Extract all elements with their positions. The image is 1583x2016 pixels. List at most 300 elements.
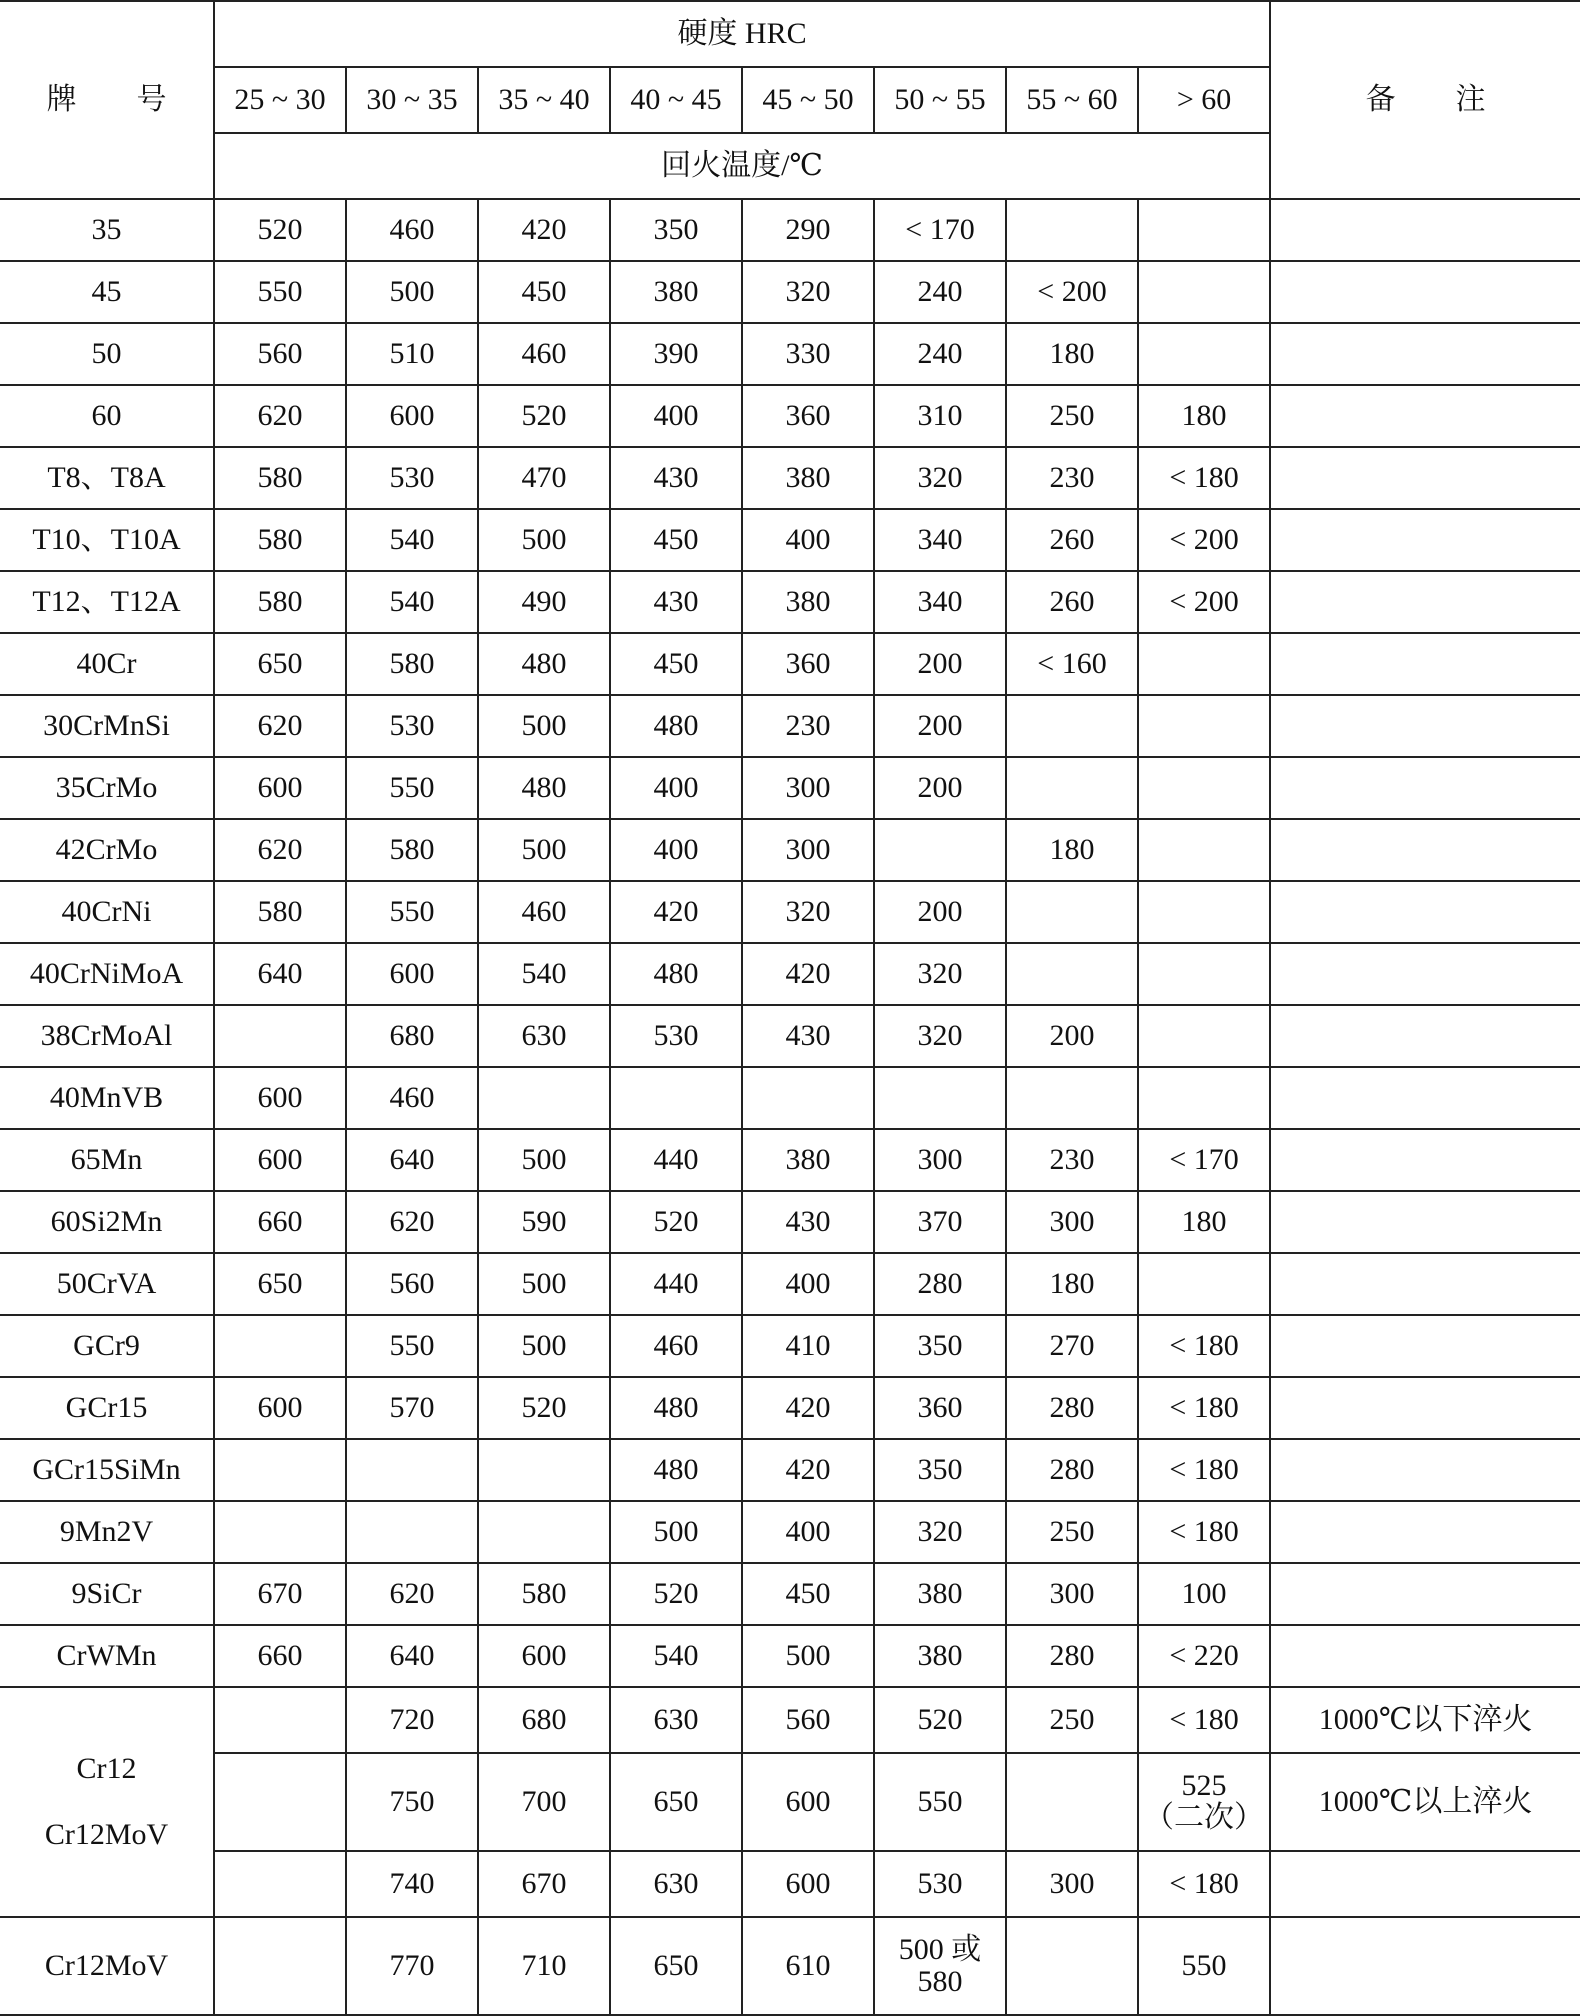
table-row — [0, 1687, 1580, 1753]
value-cell — [346, 1439, 478, 1501]
value-cell — [1138, 1753, 1270, 1851]
table-row — [0, 261, 1580, 323]
value-cell: < 180 — [1138, 1439, 1270, 1501]
value-cell: 520 — [610, 1191, 742, 1253]
remark-cell — [1270, 1315, 1580, 1377]
value-cell: 360 — [742, 385, 874, 447]
value-cell: 320 — [874, 943, 1006, 1005]
value-cell: 530 — [346, 447, 478, 509]
remark-cell — [1270, 943, 1580, 1005]
value-cell: 370 — [874, 1191, 1006, 1253]
value-cell: < 180 — [1138, 1687, 1270, 1753]
value-cell: 520 — [478, 1377, 610, 1439]
value-cell: 630 — [610, 1687, 742, 1753]
value-cell: 200 — [874, 757, 1006, 819]
value-cell: 650 — [610, 1753, 742, 1851]
value-cell: < 200 — [1138, 509, 1270, 571]
value-cell: 580 — [346, 819, 478, 881]
brand-cell: 9SiCr — [0, 1563, 214, 1625]
value-cell — [610, 1067, 742, 1129]
value-cell: 710 — [478, 1917, 610, 2015]
value-cell: 380 — [874, 1625, 1006, 1687]
value-cell: 350 — [610, 199, 742, 261]
value-cell: < 160 — [1006, 633, 1138, 695]
value-cell — [1138, 261, 1270, 323]
value-cell: 590 — [478, 1191, 610, 1253]
value-cell: 260 — [1006, 571, 1138, 633]
value-cell: 420 — [478, 199, 610, 261]
value-cell: 300 — [1006, 1563, 1138, 1625]
remark-cell — [1270, 695, 1580, 757]
table-row — [0, 1253, 1580, 1315]
value-cell: 380 — [742, 447, 874, 509]
value-cell: 180 — [1006, 819, 1138, 881]
value-cell — [1006, 943, 1138, 1005]
value-cell: 400 — [610, 757, 742, 819]
remark-cell — [1270, 509, 1580, 571]
value-cell: 240 — [874, 261, 1006, 323]
remark-cell — [1270, 819, 1580, 881]
value-cell: 680 — [478, 1687, 610, 1753]
remark-header: 备 注 — [1270, 1, 1580, 199]
range-header: 45 ~ 50 — [742, 67, 874, 133]
value-cell: 600 — [478, 1625, 610, 1687]
value-cell: 550 — [346, 881, 478, 943]
brand-cell: 65Mn — [0, 1129, 214, 1191]
value-cell — [214, 1315, 346, 1377]
value-cell: 640 — [346, 1129, 478, 1191]
value-cell: 630 — [610, 1851, 742, 1917]
table-row — [0, 1377, 1580, 1439]
remark-cell — [1270, 385, 1580, 447]
value-cell: 500 — [610, 1501, 742, 1563]
value-cell — [1138, 757, 1270, 819]
table-row — [0, 199, 1580, 261]
brand-cell: GCr9 — [0, 1315, 214, 1377]
value-cell — [214, 1753, 346, 1851]
value-cell: 420 — [742, 1439, 874, 1501]
table-row — [0, 1129, 1580, 1191]
value-cell: 400 — [610, 385, 742, 447]
value-cell: 460 — [478, 323, 610, 385]
value-cell — [346, 1501, 478, 1563]
cr12-group — [0, 1687, 1580, 2015]
value-cell: 550 — [346, 1315, 478, 1377]
value-cell: 510 — [346, 323, 478, 385]
value-cell: 440 — [610, 1253, 742, 1315]
value-cell: 450 — [478, 261, 610, 323]
value-cell: 460 — [346, 199, 478, 261]
remark-cell — [1270, 1129, 1580, 1191]
value-cell: 430 — [742, 1191, 874, 1253]
value-cell: < 170 — [874, 199, 1006, 261]
table-row — [0, 695, 1580, 757]
table-row — [0, 1851, 1580, 1917]
table-row — [0, 757, 1580, 819]
value-cell: < 200 — [1006, 261, 1138, 323]
value-cell: 300 — [1006, 1191, 1138, 1253]
value-cell: < 170 — [1138, 1129, 1270, 1191]
value-cell — [1138, 1005, 1270, 1067]
brand-cell: T10、T10A — [0, 509, 214, 571]
table-row — [0, 1917, 1580, 2015]
value-cell: 100 — [1138, 1563, 1270, 1625]
value-cell: 200 — [874, 695, 1006, 757]
brand-cell: 40CrNi — [0, 881, 214, 943]
value-cell — [214, 1005, 346, 1067]
value-cell: 670 — [478, 1851, 610, 1917]
value-cell: 500 — [478, 819, 610, 881]
value-cell: 320 — [874, 1005, 1006, 1067]
value-cell: 400 — [742, 1501, 874, 1563]
temper-temperature-header: 回火温度/℃ — [214, 133, 1270, 199]
value-cell: 260 — [1006, 509, 1138, 571]
remark-cell — [1270, 1377, 1580, 1439]
value-cell: 450 — [742, 1563, 874, 1625]
value-cell: 600 — [346, 943, 478, 1005]
value-cell: 280 — [1006, 1625, 1138, 1687]
value-cell: 480 — [478, 633, 610, 695]
table-row — [0, 323, 1580, 385]
value-line: （二次） — [1144, 1801, 1265, 1834]
value-cell: 600 — [214, 1377, 346, 1439]
value-cell: 200 — [1006, 1005, 1138, 1067]
brand-header: 牌 号 — [0, 1, 214, 199]
table-row — [0, 447, 1580, 509]
value-cell: 420 — [742, 1377, 874, 1439]
table-row — [0, 1501, 1580, 1563]
value-cell: 580 — [214, 509, 346, 571]
value-cell — [214, 1687, 346, 1753]
value-cell: 410 — [742, 1315, 874, 1377]
value-cell: 660 — [214, 1191, 346, 1253]
value-cell: 230 — [1006, 447, 1138, 509]
value-cell: 600 — [214, 1067, 346, 1129]
value-cell: 620 — [214, 695, 346, 757]
brand-line: Cr12MoV — [44, 1818, 169, 1851]
value-cell: 620 — [346, 1191, 478, 1253]
value-cell: 530 — [874, 1851, 1006, 1917]
value-cell: 250 — [1006, 1501, 1138, 1563]
value-cell: 570 — [346, 1377, 478, 1439]
value-cell: 580 — [214, 447, 346, 509]
value-cell: 300 — [742, 757, 874, 819]
table-row — [0, 1753, 1580, 1851]
value-cell: 320 — [874, 447, 1006, 509]
value-cell: < 180 — [1138, 1377, 1270, 1439]
brand-cell: 60Si2Mn — [0, 1191, 214, 1253]
brand-cell: 40CrNiMoA — [0, 943, 214, 1005]
brand-cell: CrWMn — [0, 1625, 214, 1687]
remark-cell — [1270, 1191, 1580, 1253]
value-cell: 340 — [874, 571, 1006, 633]
value-cell: 480 — [610, 1439, 742, 1501]
value-cell: 520 — [874, 1687, 1006, 1753]
value-cell: 600 — [214, 1129, 346, 1191]
remark-cell — [1270, 199, 1580, 261]
header-row-1 — [0, 1, 1580, 67]
value-cell: 280 — [1006, 1439, 1138, 1501]
range-header: 30 ~ 35 — [346, 67, 478, 133]
value-cell: 360 — [874, 1377, 1006, 1439]
brand-cell: GCr15 — [0, 1377, 214, 1439]
remark-cell: 1000℃以上淬火 — [1270, 1753, 1580, 1851]
value-cell: 600 — [214, 757, 346, 819]
remark-cell — [1270, 1563, 1580, 1625]
value-cell — [1006, 199, 1138, 261]
value-cell: 320 — [742, 881, 874, 943]
value-cell — [1006, 757, 1138, 819]
value-cell: 430 — [610, 571, 742, 633]
table-row — [0, 1005, 1580, 1067]
value-cell: 380 — [742, 571, 874, 633]
value-cell: 560 — [214, 323, 346, 385]
value-cell: 580 — [478, 1563, 610, 1625]
value-cell: 420 — [742, 943, 874, 1005]
value-cell: 600 — [742, 1753, 874, 1851]
table-row — [0, 1191, 1580, 1253]
table-row — [0, 881, 1580, 943]
value-cell: 630 — [478, 1005, 610, 1067]
value-cell — [478, 1501, 610, 1563]
value-cell: < 180 — [1138, 1851, 1270, 1917]
value-cell: < 220 — [1138, 1625, 1270, 1687]
remark-cell — [1270, 571, 1580, 633]
value-cell: 480 — [610, 695, 742, 757]
value-cell: 640 — [214, 943, 346, 1005]
table-row — [0, 1315, 1580, 1377]
value-cell: 540 — [610, 1625, 742, 1687]
value-cell — [1138, 1253, 1270, 1315]
value-cell: 550 — [874, 1753, 1006, 1851]
brand-cell: 40MnVB — [0, 1067, 214, 1129]
value-cell: 380 — [874, 1563, 1006, 1625]
remark-cell — [1270, 1067, 1580, 1129]
value-cell — [1006, 1753, 1138, 1851]
table-row — [0, 633, 1580, 695]
value-cell: 600 — [346, 385, 478, 447]
brand-cell: 42CrMo — [0, 819, 214, 881]
value-cell: 280 — [1006, 1377, 1138, 1439]
value-cell: 530 — [610, 1005, 742, 1067]
brand-cell: 35 — [0, 199, 214, 261]
value-cell: < 180 — [1138, 1315, 1270, 1377]
value-cell: 300 — [1006, 1851, 1138, 1917]
value-cell — [1138, 881, 1270, 943]
range-header: 35 ~ 40 — [478, 67, 610, 133]
brand-cell: T12、T12A — [0, 571, 214, 633]
value-cell: 400 — [742, 509, 874, 571]
value-cell: 600 — [742, 1851, 874, 1917]
value-cell: 640 — [346, 1625, 478, 1687]
value-cell — [1006, 1067, 1138, 1129]
value-cell: 390 — [610, 323, 742, 385]
value-cell: 560 — [742, 1687, 874, 1753]
remark-cell — [1270, 1253, 1580, 1315]
table-row — [0, 819, 1580, 881]
brand-cell: 50 — [0, 323, 214, 385]
value-line: 500 或 — [898, 1932, 982, 1966]
value-cell — [1138, 633, 1270, 695]
value-cell: 380 — [610, 261, 742, 323]
brand-cell: 9Mn2V — [0, 1501, 214, 1563]
value-cell: 750 — [346, 1753, 478, 1851]
remark-cell — [1270, 447, 1580, 509]
remark-cell — [1270, 633, 1580, 695]
value-cell: 300 — [742, 819, 874, 881]
remark-cell: 1000℃以下淬火 — [1270, 1687, 1580, 1753]
value-cell — [1138, 323, 1270, 385]
brand-cell: GCr15SiMn — [0, 1439, 214, 1501]
value-cell: 450 — [610, 509, 742, 571]
value-cell: 500 — [478, 695, 610, 757]
table-row — [0, 1439, 1580, 1501]
value-cell: 500 — [478, 1253, 610, 1315]
table-body — [0, 199, 1580, 1687]
value-cell: 440 — [610, 1129, 742, 1191]
value-cell — [874, 1067, 1006, 1129]
value-cell: 740 — [346, 1851, 478, 1917]
value-cell — [1138, 695, 1270, 757]
value-cell: 720 — [346, 1687, 478, 1753]
brand-line: Cr12 — [76, 1751, 137, 1785]
range-header: 55 ~ 60 — [1006, 67, 1138, 133]
value-cell: 670 — [214, 1563, 346, 1625]
remark-cell — [1270, 1851, 1580, 1917]
value-cell: 540 — [346, 509, 478, 571]
table-row — [0, 385, 1580, 447]
value-cell: 620 — [346, 1563, 478, 1625]
value-cell: 560 — [346, 1253, 478, 1315]
value-cell: < 180 — [1138, 1501, 1270, 1563]
value-cell: 530 — [346, 695, 478, 757]
value-cell — [214, 1501, 346, 1563]
value-cell — [1006, 1917, 1138, 2015]
value-line: 525 — [1181, 1768, 1227, 1802]
value-cell: 310 — [874, 385, 1006, 447]
value-cell: 500 — [478, 1315, 610, 1377]
value-cell: 480 — [610, 1377, 742, 1439]
value-cell — [742, 1067, 874, 1129]
value-cell: 330 — [742, 323, 874, 385]
value-cell: 180 — [1006, 1253, 1138, 1315]
value-cell: 200 — [874, 881, 1006, 943]
remark-cell — [1270, 1439, 1580, 1501]
value-cell: 400 — [610, 819, 742, 881]
value-cell: 400 — [742, 1253, 874, 1315]
value-cell: 250 — [1006, 385, 1138, 447]
brand-cell: T8、T8A — [0, 447, 214, 509]
value-cell: 340 — [874, 509, 1006, 571]
remark-cell — [1270, 757, 1580, 819]
value-cell: 450 — [610, 633, 742, 695]
remark-cell — [1270, 1005, 1580, 1067]
value-cell: 320 — [742, 261, 874, 323]
value-cell: 580 — [214, 571, 346, 633]
value-cell: 430 — [610, 447, 742, 509]
value-cell — [1138, 199, 1270, 261]
value-cell: 230 — [742, 695, 874, 757]
value-cell: 540 — [478, 943, 610, 1005]
brand-cell: 60 — [0, 385, 214, 447]
value-cell: 460 — [346, 1067, 478, 1129]
brand-cell: 30CrMnSi — [0, 695, 214, 757]
remark-cell — [1270, 261, 1580, 323]
value-cell: 180 — [1006, 323, 1138, 385]
value-cell: 320 — [874, 1501, 1006, 1563]
value-cell: 420 — [610, 881, 742, 943]
value-cell — [478, 1067, 610, 1129]
value-cell — [478, 1439, 610, 1501]
table-row — [0, 1563, 1580, 1625]
range-header: 25 ~ 30 — [214, 67, 346, 133]
value-cell: 650 — [610, 1917, 742, 2015]
value-cell — [874, 819, 1006, 881]
value-cell: 550 — [346, 757, 478, 819]
remark-cell — [1270, 323, 1580, 385]
value-cell: 520 — [478, 385, 610, 447]
value-cell — [214, 1851, 346, 1917]
brand-cell: 38CrMoAl — [0, 1005, 214, 1067]
value-cell: 770 — [346, 1917, 478, 2015]
value-cell: 350 — [874, 1439, 1006, 1501]
remark-cell — [1270, 881, 1580, 943]
value-cell: 290 — [742, 199, 874, 261]
table-row — [0, 509, 1580, 571]
range-header: 50 ~ 55 — [874, 67, 1006, 133]
value-cell: 610 — [742, 1917, 874, 2015]
value-cell: 550 — [214, 261, 346, 323]
brand-cell: 35CrMo — [0, 757, 214, 819]
value-cell: 500 — [346, 261, 478, 323]
brand-cell: 40Cr — [0, 633, 214, 695]
value-cell: 360 — [742, 633, 874, 695]
value-cell: 620 — [214, 819, 346, 881]
value-cell: 270 — [1006, 1315, 1138, 1377]
brand-cell: Cr12MoV — [0, 1917, 214, 2015]
value-cell — [1138, 819, 1270, 881]
value-cell: 500 — [478, 1129, 610, 1191]
value-cell: 460 — [610, 1315, 742, 1377]
value-cell: 580 — [214, 881, 346, 943]
value-cell: 500 — [478, 509, 610, 571]
value-cell: 650 — [214, 1253, 346, 1315]
value-cell: 430 — [742, 1005, 874, 1067]
value-cell: 180 — [1138, 385, 1270, 447]
value-cell: 550 — [1138, 1917, 1270, 2015]
brand-cell: 45 — [0, 261, 214, 323]
value-cell: 490 — [478, 571, 610, 633]
range-header: 40 ~ 45 — [610, 67, 742, 133]
value-cell: 660 — [214, 1625, 346, 1687]
value-cell: 250 — [1006, 1687, 1138, 1753]
value-cell: 580 — [346, 633, 478, 695]
value-cell: 480 — [610, 943, 742, 1005]
value-cell: 470 — [478, 447, 610, 509]
value-cell: 280 — [874, 1253, 1006, 1315]
value-cell: 500 — [742, 1625, 874, 1687]
value-cell: < 180 — [1138, 447, 1270, 509]
value-cell: 200 — [874, 633, 1006, 695]
value-cell: 680 — [346, 1005, 478, 1067]
value-cell: 230 — [1006, 1129, 1138, 1191]
value-cell: < 200 — [1138, 571, 1270, 633]
brand-cell — [0, 1687, 214, 1917]
value-cell: 480 — [478, 757, 610, 819]
value-cell: 650 — [214, 633, 346, 695]
value-cell — [214, 1439, 346, 1501]
value-cell — [1138, 1067, 1270, 1129]
